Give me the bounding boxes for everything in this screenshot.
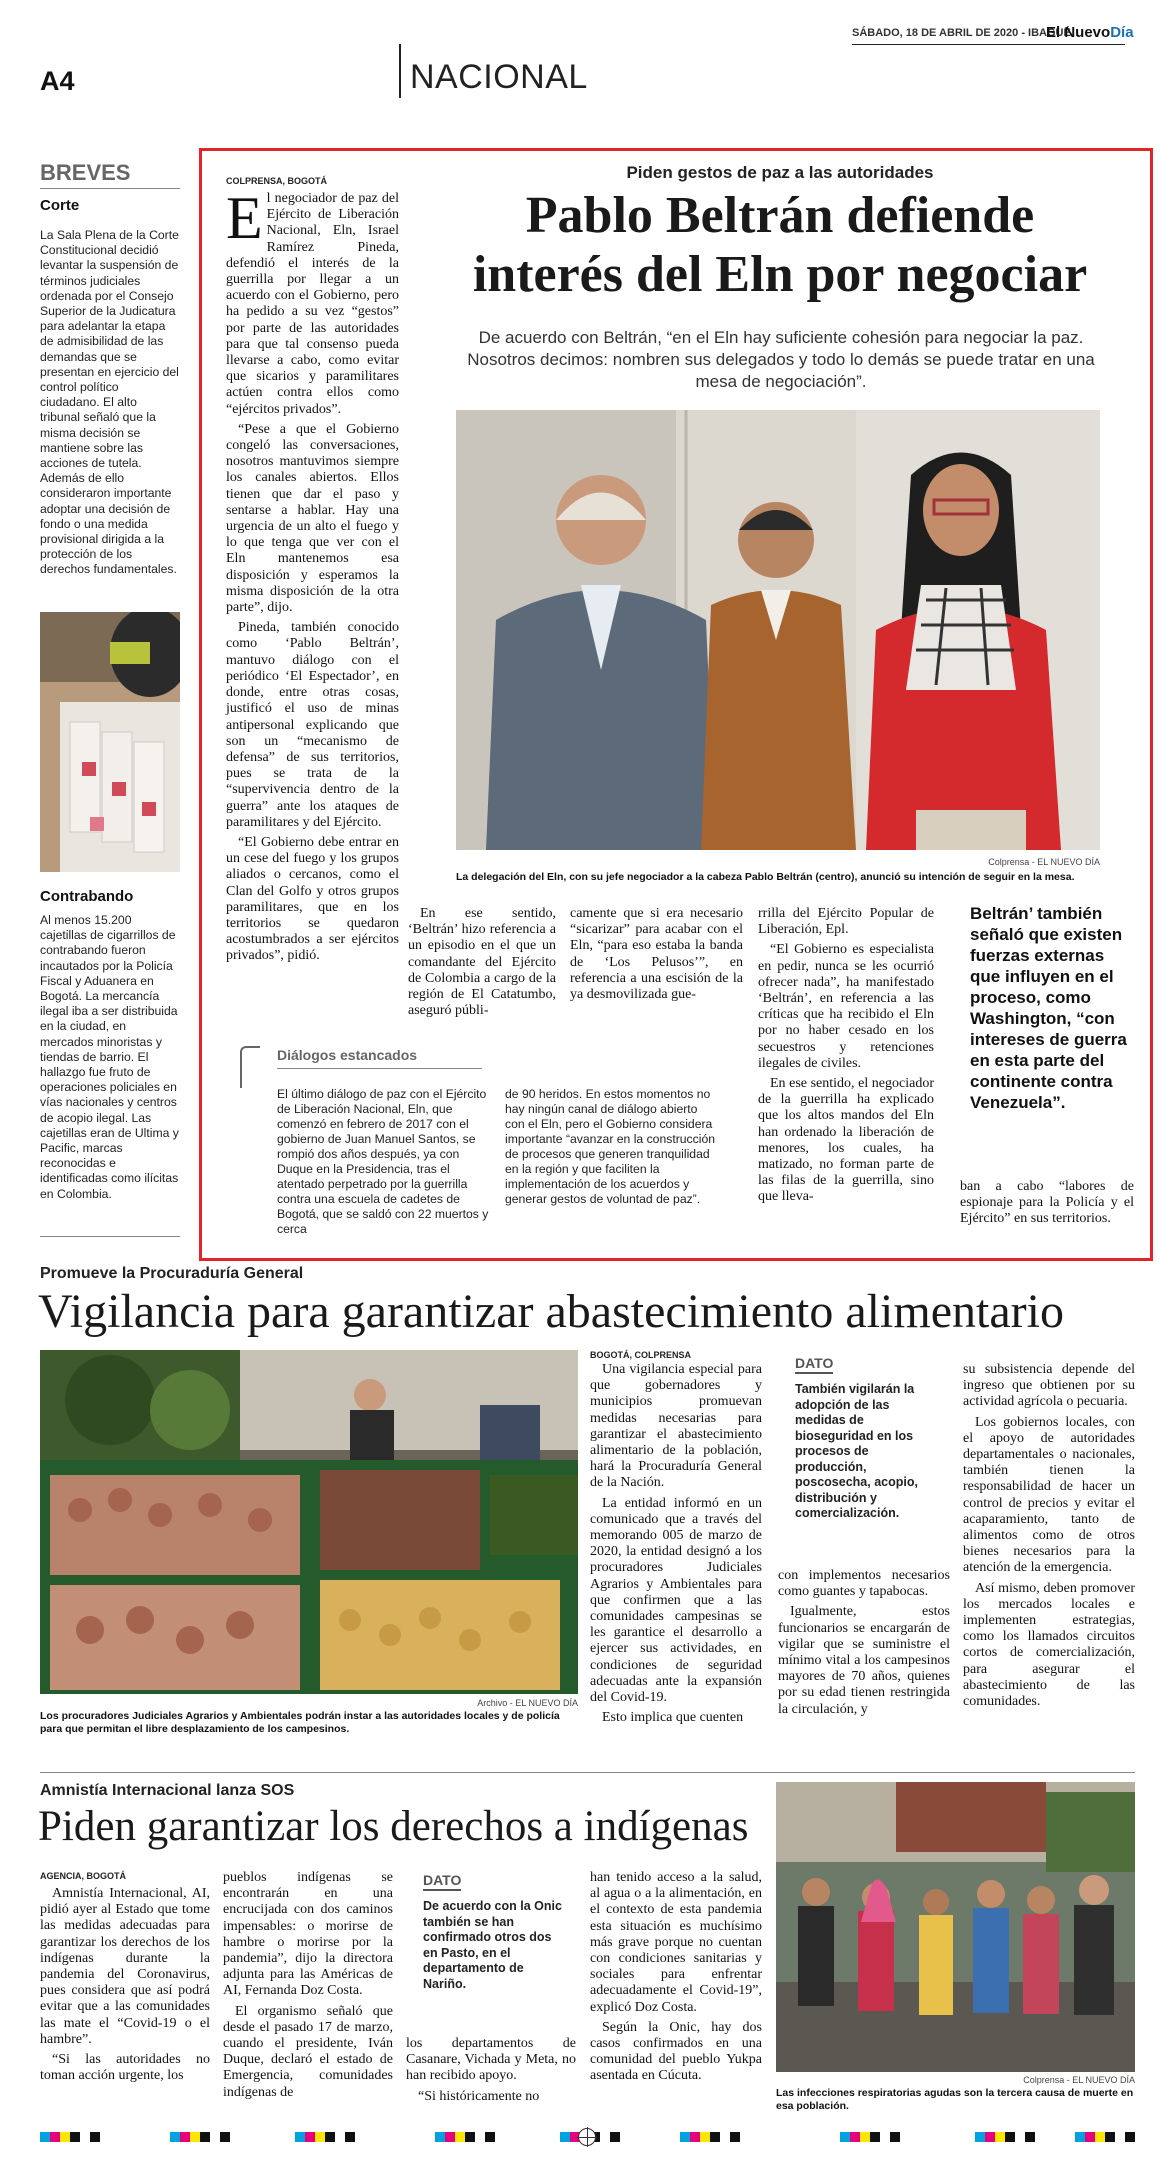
breves-column <box>40 160 180 578</box>
second-dato-box <box>795 1355 935 1522</box>
registration-swatch <box>1015 2132 1025 2142</box>
registration-swatch <box>315 2132 325 2142</box>
registration-swatch <box>560 2132 570 2142</box>
registration-swatch <box>170 2132 180 2142</box>
third-col2 <box>223 1870 393 2105</box>
brand-logo <box>1046 24 1134 41</box>
second-kicker: Promueve la Procuraduría General <box>40 1265 304 1282</box>
main-col1-p2: “Pese a que el Gobierno congeló las conversaciones, nosotros mantuvimos siempre los canales abiertos. Ellos tienen que dar el paso y sentarse a hablar. Hay una urgencia de un alto el fuego y lo que tenga que ver con el Eln mantenemos esa disposición y esperamos la misma disposición de la otra parte”, dijo. <box>226 421 399 616</box>
sidebar-col1: El último diálogo de paz con el Ejército de Liberación Nacional, Eln, que comenzó en febrero de 2017 con el gobierno de Juan Manuel Santos, se rompió dos años después, ya con Duque en la Presidencia, tras el atentado perpetrado por la guerrilla contra una escuela de cadetes de Bogotá, que se saldó con 22 muertos y cerca <box>277 1087 489 1236</box>
third-col1 <box>40 1886 210 2088</box>
main-headline-line2: interés del Eln por negociar <box>472 246 1088 303</box>
registration-swatch <box>485 2132 495 2142</box>
registration-swatch <box>465 2132 475 2142</box>
third-col2-p1: pueblos indígenas se encontrarán en una encrucijada con dos caminos impensables: o morirse de hambre o morirse por la pandemia”, dijo la directora adjunta para las Américas de AI, Fernanda Doz Costa. <box>223 1870 393 1999</box>
main-headline-line1: Pablo Beltrán defiende <box>525 187 1035 244</box>
registration-swatch <box>890 2132 900 2142</box>
registration-swatch <box>455 2132 465 2142</box>
third-col3-p2: “Si históricamente no <box>418 2088 540 2104</box>
registration-swatch <box>1025 2132 1035 2142</box>
registration-swatch <box>40 2132 50 2142</box>
brand-name-a: El Nuevo <box>1046 24 1111 41</box>
third-top-rule <box>40 1772 1135 1773</box>
registration-swatch <box>680 2132 690 2142</box>
main-col3: camente que si era necesario “sicarizar” para acabar con el Eln, “para eso estaba la banda de ‘Los Pelusos’”, en referencia a una escisión de la ya desmovilizada gue- <box>570 906 743 1003</box>
indigenous-photo-art <box>776 1782 1135 2072</box>
registration-swatch <box>700 2132 710 2142</box>
breves-bottom-rule <box>40 1236 180 1237</box>
main-col1-p1 <box>226 185 399 418</box>
registration-swatch <box>1115 2132 1125 2142</box>
third-col3 <box>406 2036 576 2109</box>
food-photo-caption: Los procuradores Judiciales Agrarios y Ambientales podrán instar a las autoridades locales y de policía para que permitan el libre desplazamiento de los campesinos. <box>40 1710 560 1735</box>
registration-swatch <box>325 2132 335 2142</box>
main-col4-p3: En ese sentido, el negociador de la guerrilla ha explicado que los altos mandos del Eln han ordenado la liberación de menores, los cuales, ha matizado, no forman parte de las filas de la guerrilla, sino que lleva- <box>758 1076 934 1205</box>
breves-item1-title: Corte <box>40 197 80 214</box>
second-col3-p2: Los gobiernos locales, con el apoyo de autoridades departamentales o nacionales, también tienen la responsabilidad de hacer un control de precios y evitar el acaparamiento, tanto de alimentos como de otros bienes necesarios para la atención de la emergencia. <box>963 1414 1135 1576</box>
registration-swatch <box>70 2132 80 2142</box>
main-col1-p4: “El Gobierno debe entrar en un cese del fuego y los grupos aliados o cercanos, como el Clan del Golfo y otros grupos paramilitares, que en los territorios se quedaron acostumbrados a ser ejércitos privados”, pidió. <box>226 834 399 964</box>
registration-swatch <box>1095 2132 1105 2142</box>
breves-item2-text: Al menos 15.200 cajetillas de cigarrillos de contrabando fueron incautados por la Policía Fiscal y Aduanera en Bogotá. La mercancía ilegal iba a ser distribuida en la ciudad, en mercados minoristas y tiendas de barrio. El hallazgo fue fruto de operaciones policiales en vías nacionales y centros de acopio ilegal. Las cajetillas eran de Ultima y Pacific, marcas reconocidas e identificadas como ilícitas en Colombia. <box>40 913 179 1201</box>
registration-swatch <box>60 2132 70 2142</box>
registration-swatch <box>475 2132 485 2142</box>
main-kicker: Piden gestos de paz a las autoridades <box>626 163 934 182</box>
main-photo-credit: Colprensa - EL NUEVO DÍA <box>988 857 1100 867</box>
registration-swatch <box>445 2132 455 2142</box>
sidebar-title: Diálogos estancados <box>277 1047 418 1063</box>
brand-name-b: Día <box>1110 24 1134 41</box>
breves-title: BREVES <box>40 160 180 189</box>
third-col3-p1: los departamentos de Casanare, Vichada y Meta, no han recibido apoyo. <box>406 2036 576 2084</box>
registration-swatch <box>985 2132 995 2142</box>
main-col4-p2: “El Gobierno es especialista en pedir, nunca se les ocurrió ofrecer nada”, ha manifestado ‘Beltrán’, en referencia a las críticas que ha recibido el Eln por no haber cesado en los secuestros y retenciones ilegales de civiles. <box>758 942 934 1071</box>
second-col1-p1: Una vigilancia especial para que gobernadores y municipios promuevan medidas necesarias para garantizar el abastecimiento alimentario de la población, hará la Procuraduría General de la Nación. <box>590 1362 762 1491</box>
sidebar-col2: de 90 heridos. En estos momentos no hay ningún canal de diálogo abierto con el Eln, pero el Gobierno considera importante “avanzar en la construcción de procesos que generen tranquilidad en la región y que faciliten la implementación de los acuerdos y generar gestos de voluntad de paz”. <box>505 1087 716 1206</box>
main-byline: COLPRENSA, BOGOTÁ <box>226 176 328 186</box>
header-top-rule <box>852 44 1125 45</box>
food-photo-art <box>40 1350 578 1694</box>
second-col2-p1: con implementos necesarios como guantes y tapabocas. <box>778 1568 950 1600</box>
registration-crosshair-icon <box>578 2128 596 2146</box>
registration-swatch <box>600 2132 610 2142</box>
third-col4-p1: han tenido acceso a la salud, al agua o a la alimentación, en el contexto de esta pandemia esta situación es muchísimo más grave porque no cuentan con condiciones sanitarias y sociales para enfrentar adecuadamente el Covid-19”, explicó Doz Costa. <box>590 1870 762 2015</box>
third-dato-text: De acuerdo con la Onic también se han confirmado otros dos en Pasto, en el departamento de Nariño. <box>423 1899 562 1991</box>
dropcap: E <box>226 185 263 251</box>
indigenous-photo <box>776 1782 1135 2072</box>
food-photo <box>40 1350 578 1694</box>
header-date: SÁBADO, 18 DE ABRIL DE 2020 - IBAGUÉ <box>852 27 1071 39</box>
registration-swatch <box>850 2132 860 2142</box>
registration-swatch <box>690 2132 700 2142</box>
main-col5-end: ban a cabo “labores de espionaje para la Policía y el Ejército” en sus territorios. <box>960 1179 1134 1227</box>
main-photo <box>456 410 1100 850</box>
second-col3 <box>963 1362 1135 1714</box>
breves-column-2 <box>40 888 180 1202</box>
registration-swatch <box>180 2132 190 2142</box>
food-photo-credit: Archivo - EL NUEVO DÍA <box>477 1698 578 1708</box>
breves-item2-title: Contrabando <box>40 888 134 905</box>
registration-swatch <box>975 2132 985 2142</box>
registration-swatch <box>720 2132 730 2142</box>
registration-swatch <box>210 2132 220 2142</box>
registration-swatch <box>870 2132 880 2142</box>
second-headline: Vigilancia para garantizar abastecimiento alimentario <box>38 1285 1064 1338</box>
third-col1-p2: “Si las autoridades no toman acción urgente, los <box>40 2052 210 2084</box>
registration-swatch <box>995 2132 1005 2142</box>
second-dato-label: DATO <box>795 1355 833 1374</box>
second-col3-p3: Así mismo, deben promover los mercados locales e implementen estrategias, como los llamados circuitos cortos de comercialización, para asegurar el abastecimiento de las comunidades. <box>963 1580 1135 1710</box>
second-col2-p2: Igualmente, estos funcionarios se encargarán de vigilar que se suministre el mínimo vital a los campesinos mayores de 70 años, quienes por su edad tienen restringida la circulación, y <box>778 1604 950 1717</box>
registration-swatch <box>610 2132 620 2142</box>
registration-swatch <box>860 2132 870 2142</box>
second-col3-p1: su subsistencia depende del ingreso que obtienen por su actividad agrícola o pecuaria. <box>963 1362 1135 1410</box>
second-col2 <box>778 1568 950 1722</box>
registration-swatch <box>295 2132 305 2142</box>
third-dato-label: DATO <box>423 1872 461 1891</box>
cigarettes-photo-art <box>40 612 180 872</box>
registration-swatch <box>200 2132 210 2142</box>
registration-swatch <box>305 2132 315 2142</box>
registration-swatch <box>1005 2132 1015 2142</box>
registration-swatch <box>50 2132 60 2142</box>
registration-swatch <box>345 2132 355 2142</box>
registration-swatch <box>335 2132 345 2142</box>
sidebar-brace <box>240 1046 260 1088</box>
registration-swatch <box>1075 2132 1085 2142</box>
third-headline: Piden garantizar los derechos a indígenas <box>38 1803 749 1850</box>
indigenous-photo-caption: Las infecciones respiratorias agudas son la tercera causa de muerte en esa población. <box>776 2087 1134 2112</box>
registration-swatch <box>90 2132 100 2142</box>
third-dato-box <box>423 1872 563 1992</box>
registration-swatch <box>190 2132 200 2142</box>
registration-swatch <box>710 2132 720 2142</box>
registration-swatch <box>1105 2132 1115 2142</box>
main-photo-caption: La delegación del Eln, con su jefe negociador a la cabeza Pablo Beltrán (centro), anunció su intención de seguir en la mesa. <box>456 871 1075 883</box>
cigarettes-photo <box>40 612 180 872</box>
section-divider <box>399 44 401 98</box>
page-number: A4 <box>40 66 75 96</box>
second-byline: BOGOTÁ, COLPRENSA <box>590 1350 692 1360</box>
registration-swatch <box>1085 2132 1095 2142</box>
main-col4 <box>758 906 934 1210</box>
section-name: NACIONAL <box>410 58 588 96</box>
registration-swatch <box>730 2132 740 2142</box>
main-pullquote: Beltrán’ también señaló que existen fuerzas externas que influyen en el proceso, como Washington, “con intereses de guerra en esta parte del continente contra Venezuela”. <box>970 904 1127 1112</box>
third-col4 <box>590 1870 762 2089</box>
third-byline: AGENCIA, BOGOTÁ <box>40 1871 127 1881</box>
third-col2-p2: El organismo señaló que desde el pasado 17 de marzo, cuando el presidente, Iván Duque, declaró el estado de Emergencia, comunidades indígenas de <box>223 2003 393 2100</box>
registration-swatch <box>880 2132 890 2142</box>
main-deck: De acuerdo con Beltrán, “en el Eln hay suficiente cohesión para negociar la paz. Nosotros decimos: nombren sus delegados y todo lo demás se puede tratar en una mesa de negociación”. <box>467 328 1095 391</box>
sidebar-title-rule <box>277 1068 482 1069</box>
registration-swatch <box>840 2132 850 2142</box>
main-col1-p1-text: l negociador de paz del Ejército de Liberación Nacional, Eln, Israel Ramírez Pineda, defendió el interés de la guerrilla por llegar a un acuerdo con el Gobierno, pero ha pedido a su vez “gestos” por parte de las autoridades para que tal consenso pueda llevarse a cabo, como evitar que sicarios y paramilitares actúen contra ellos como “ejércitos privados”. <box>226 191 399 417</box>
second-dato-text: También vigilarán la adopción de las medidas de bioseguridad en los procesos de producción, poscosecha, acopio, distribución y comercialización. <box>795 1382 918 1520</box>
main-col2: En ese sentido, ‘Beltrán’ hizo referencia a un episodio en el que un comandante del Ejército de Colombia a cargo de la región de El Catatumbo, aseguró públi- <box>408 906 556 1019</box>
third-kicker: Amnistía Internacional lanza SOS <box>40 1782 295 1799</box>
third-col1-p1: Amnistía Internacional, AI, pidió ayer al Estado que tome las medidas adecuadas para garantizar los derechos de los indígenas durante la pandemia del Coronavirus, pues considera que así podrá evitar que a las comunidades las mate el “Covid-19 o el hambre”. <box>40 1886 210 2047</box>
second-col1-p3: Esto implica que cuenten <box>602 1710 744 1726</box>
main-col1 <box>226 185 399 969</box>
second-col1 <box>590 1362 762 1730</box>
main-col4-p1: rrilla del Ejército Popular de Liberación, Epl. <box>758 906 934 938</box>
registration-swatch <box>435 2132 445 2142</box>
indigenous-photo-credit: Colprensa - EL NUEVO DÍA <box>1023 2075 1135 2085</box>
registration-swatch <box>220 2132 230 2142</box>
registration-swatch <box>1125 2132 1135 2142</box>
third-col4-p2: Según la Onic, hay dos casos confirmados en una comunidad del pueblo Yukpa asentada en Cúcuta. <box>590 2019 762 2084</box>
breves-item1-text: La Sala Plena de la Corte Constitucional decidió levantar la suspensión de términos judiciales ordenada por el Consejo Superior de la Judicatura para adelantar la etapa de admisibilidad de las demandas que se presentan en ejercicio del control político ciudadano. El alto tribunal señaló que la misma decisión se mantiene sobre las acciones de tutela. Además de ello consideraron importante adoptar una decisión de fondo o una medida provisional dirigida a la protección de los derechos fundamentales. <box>40 228 179 577</box>
main-photo-art <box>456 410 1100 850</box>
main-col1-p3: Pineda, también conocido como ‘Pablo Beltrán’, mantuvo diálogo con el periódico ‘El Espectador’, en donde, entre otras cosas, justificó el uso de minas antipersonal explicando que son un “mecanismo de defensa” de sus territorios, pues se trata de la “supervivencia dentro de la guerra” ante los ataques de paramilitares y del Ejército. <box>226 620 399 830</box>
registration-swatch <box>80 2132 90 2142</box>
second-col1-p2: La entidad informó en un comunicado que a través del memorando 005 de marzo de 2020, la entidad designó a los procuradores Judiciales Agrarios y Ambientales para que confirmen que a las comunidades campesinas se les garantice el desarrollo a ejercer sus actividades, en condiciones de seguridad adecuadas ante la expansión del Covid-19. <box>590 1495 762 1706</box>
